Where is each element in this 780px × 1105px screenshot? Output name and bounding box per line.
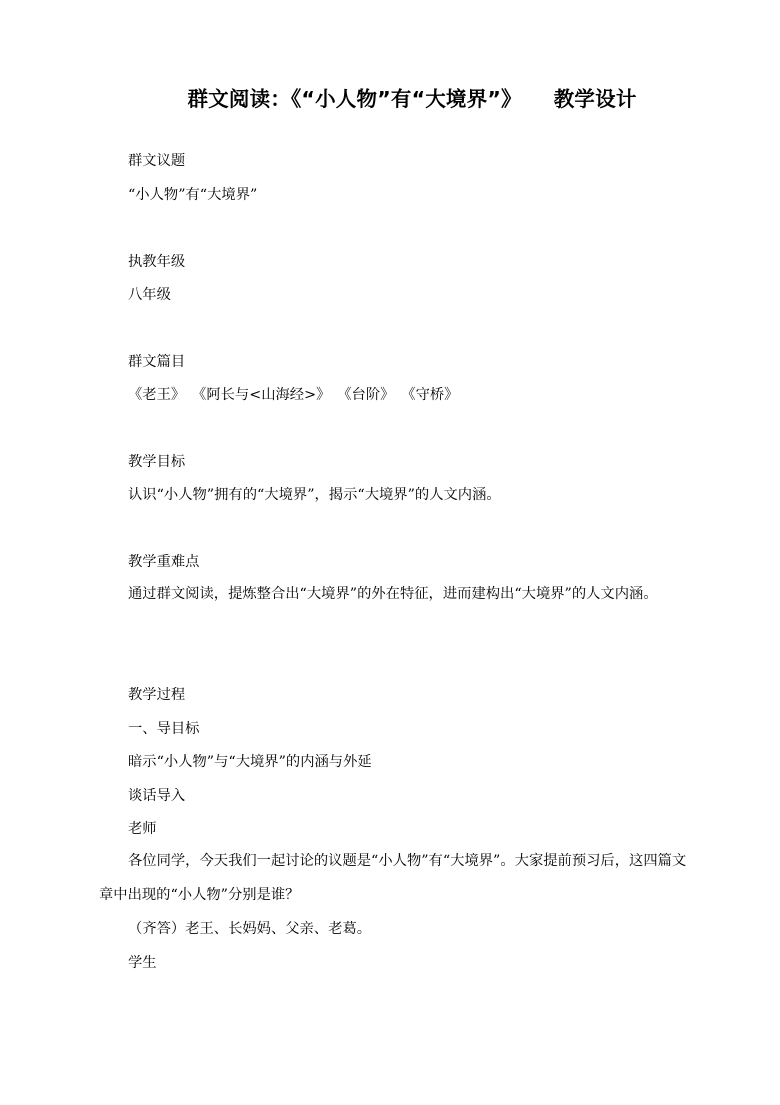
students-answer: （齐答）老王、长妈妈、父亲、老葛。 [128,921,372,937]
title-main: 群文阅读：《“小人物”有“大境界”》 [187,87,522,111]
student-label: 学生 [128,955,157,971]
title-suffix: 教学设计 [553,87,637,111]
texts-heading: 群文篇目 [128,354,186,370]
text-item: 《老王》 [128,387,186,403]
process-intro: 谈话导入 [128,788,186,804]
text-item: 《守桥》 [408,387,459,403]
process-heading: 教学过程 [128,687,186,703]
text-item: 《台阶》 [344,387,395,403]
topic-content: “小人物”有“大境界” [128,187,258,203]
process-step1-desc: 暗示“小人物”与“大境界”的内涵与外延 [128,754,372,770]
texts-list [128,386,472,404]
teacher-label: 老师 [128,821,157,837]
text-item: 《阿长与<山海经>》 [199,387,331,403]
goal-content: 认识“小人物”拥有的“大境界”，揭示“大境界”的人文内涵。 [128,487,501,503]
grade-heading: 执教年级 [128,254,186,270]
teacher-speech: 各位同学，今天我们一起讨论的议题是“小人物”有“大境界”。大家提前预习后，这四篇文章中出现的“小人物”分别是谁？ [99,853,687,903]
topic-heading: 群文议题 [128,153,186,169]
process-step1: 一、导目标 [128,721,200,737]
grade-content: 八年级 [128,287,171,303]
key-points-heading: 教学重难点 [128,554,200,570]
key-points-content: 通过群文阅读，提炼整合出“大境界”的外在特征，进而建构出“大境界”的人文内涵。 [128,586,658,602]
goal-heading: 教学目标 [128,454,186,470]
document-title [0,82,780,112]
